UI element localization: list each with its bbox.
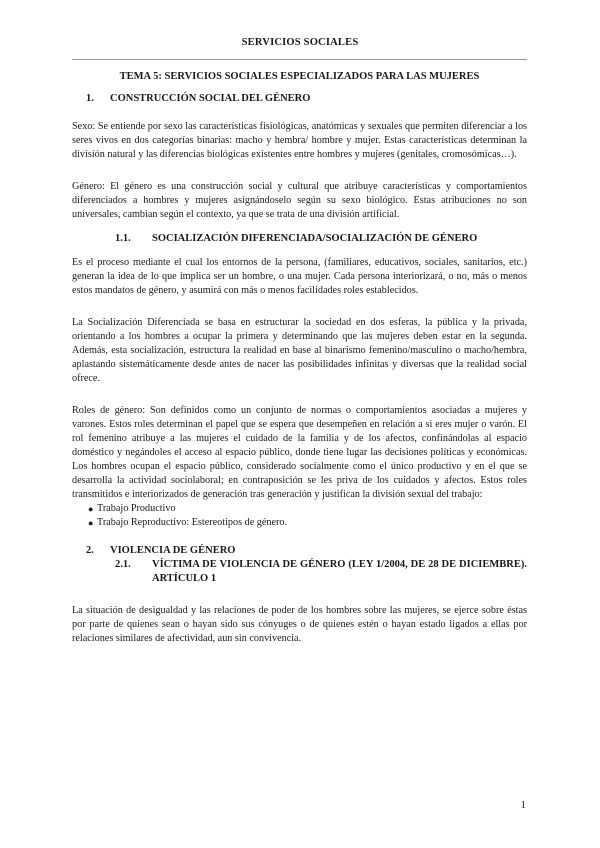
subsection-number: 1.1. [115,233,131,244]
list-item [72,502,527,516]
page-number: 1 [520,799,526,811]
list-item-text: Trabajo Productivo [97,503,176,514]
paragraph-situacion: La situación de desigualdad y las relaciones de poder de los hombres sobre las mujeres, se ejerce sobre éstas por parte de quienes sean o hayan sido sus cónyuges o de quienes estén o hayan estado ligados a ellas por relaciones similares de afectividad, aun sin convivencia. [72,605,527,644]
paragraph-genero: Género: El género es una construcción social y cultural que atribuye características y comportamientos diferenciados a hombres y mujeres asignándoselo según su sexo biológico. Estas atribuciones no son universales, cambian según el contexto, ya que se trata de una división artificial. [72,181,527,220]
subsection-title: SOCIALIZACIÓN DIFERENCIADA/SOCIALIZACIÓN DE GÉNERO [152,233,478,244]
header-divider [72,59,527,60]
page-header: SERVICIOS SOCIALES [241,37,359,48]
subsection-heading-1-1 [72,232,527,246]
list-item-text: Trabajo Reproductivo: Estereotipos de género. [97,517,288,528]
list-item [72,516,527,530]
subsection-title: VÍCTIMA DE VIOLENCIA DE GÉNERO (LEY 1/2004, DE 28 DE DICIEMBRE). ARTÍCULO 1 [152,559,527,584]
paragraph-roles: Roles de género: Son definidos como un conjunto de normas o comportamientos asociadas a mujeres y varones. Estos roles determinan el papel que se espera que desempeñen en relación a si eres mujer o varón. El rol femenino atribuye a las mujeres el cuidado de la familia y de los afectos, confinándolas al espacio doméstico y negándoles el acceso al espacio público, donde tiene lugar las decisiones políticas y económicas. Los hombres ocupan el espacio público, considerado socialmente como el único productivo y en el que se desarrolla la actividad sociolaboral; en contraposición se les priva de los cuidados y afectos. Estos roles transmitidos e interiorizados de generación tras generación y justifican la división sexual del trabajo: [72,405,527,500]
section-heading-2 [72,544,527,558]
bullet-icon: ● [88,518,94,528]
section-number: 2. [86,545,94,556]
paragraph-proceso: Es el proceso mediante el cual los entornos de la persona, (familiares, educativos, sociales, sanitarios, etc.) generan la idea de lo que implica ser un hombre, o una mujer. Cada persona interiorizará, o no, más o menos estos mandatos de género, y asumirá con más o menos facilidades roles establecidos. [72,257,527,296]
paragraph-sexo: Sexo: Se entiende por sexo las características fisiológicas, anatómicas y sexuales que permiten diferenciar a los seres vivos en dos categorías binarias: macho y hembra/ hombre y mujer. Estas características determinan la división natural y las diferencias biológicas existentes entre hombres y mujeres (genitales, cromosómicas…). [72,121,527,160]
section-title: CONSTRUCCIÓN SOCIAL DEL GÉNERO [110,93,311,104]
page-content [72,70,527,646]
subsection-number: 2.1. [115,559,131,570]
bullet-icon: ● [88,504,94,514]
subsection-heading-2-1 [72,558,527,586]
section-heading-1 [72,92,527,106]
paragraph-socializacion: La Socialización Diferenciada se basa en estructurar la sociedad en dos esferas, la pública y la privada, orientando a los hombres a ocupar la primera y determinando que las mujeres deben estar en la segunda. Además, esta socialización, estructura la realidad en base al binarismo femenino/masculino o macho/hembra, aplastando sistemáticamente desde antes de nacer las posibilidades infinitas y diversas que la realidad social ofrece. [72,317,527,384]
section-number: 1. [86,93,94,104]
document-title: TEMA 5: SERVICIOS SOCIALES ESPECIALIZADOS PARA LAS MUJERES [119,71,480,82]
bullet-list [72,502,527,530]
section-title: VIOLENCIA DE GÉNERO [110,545,236,556]
